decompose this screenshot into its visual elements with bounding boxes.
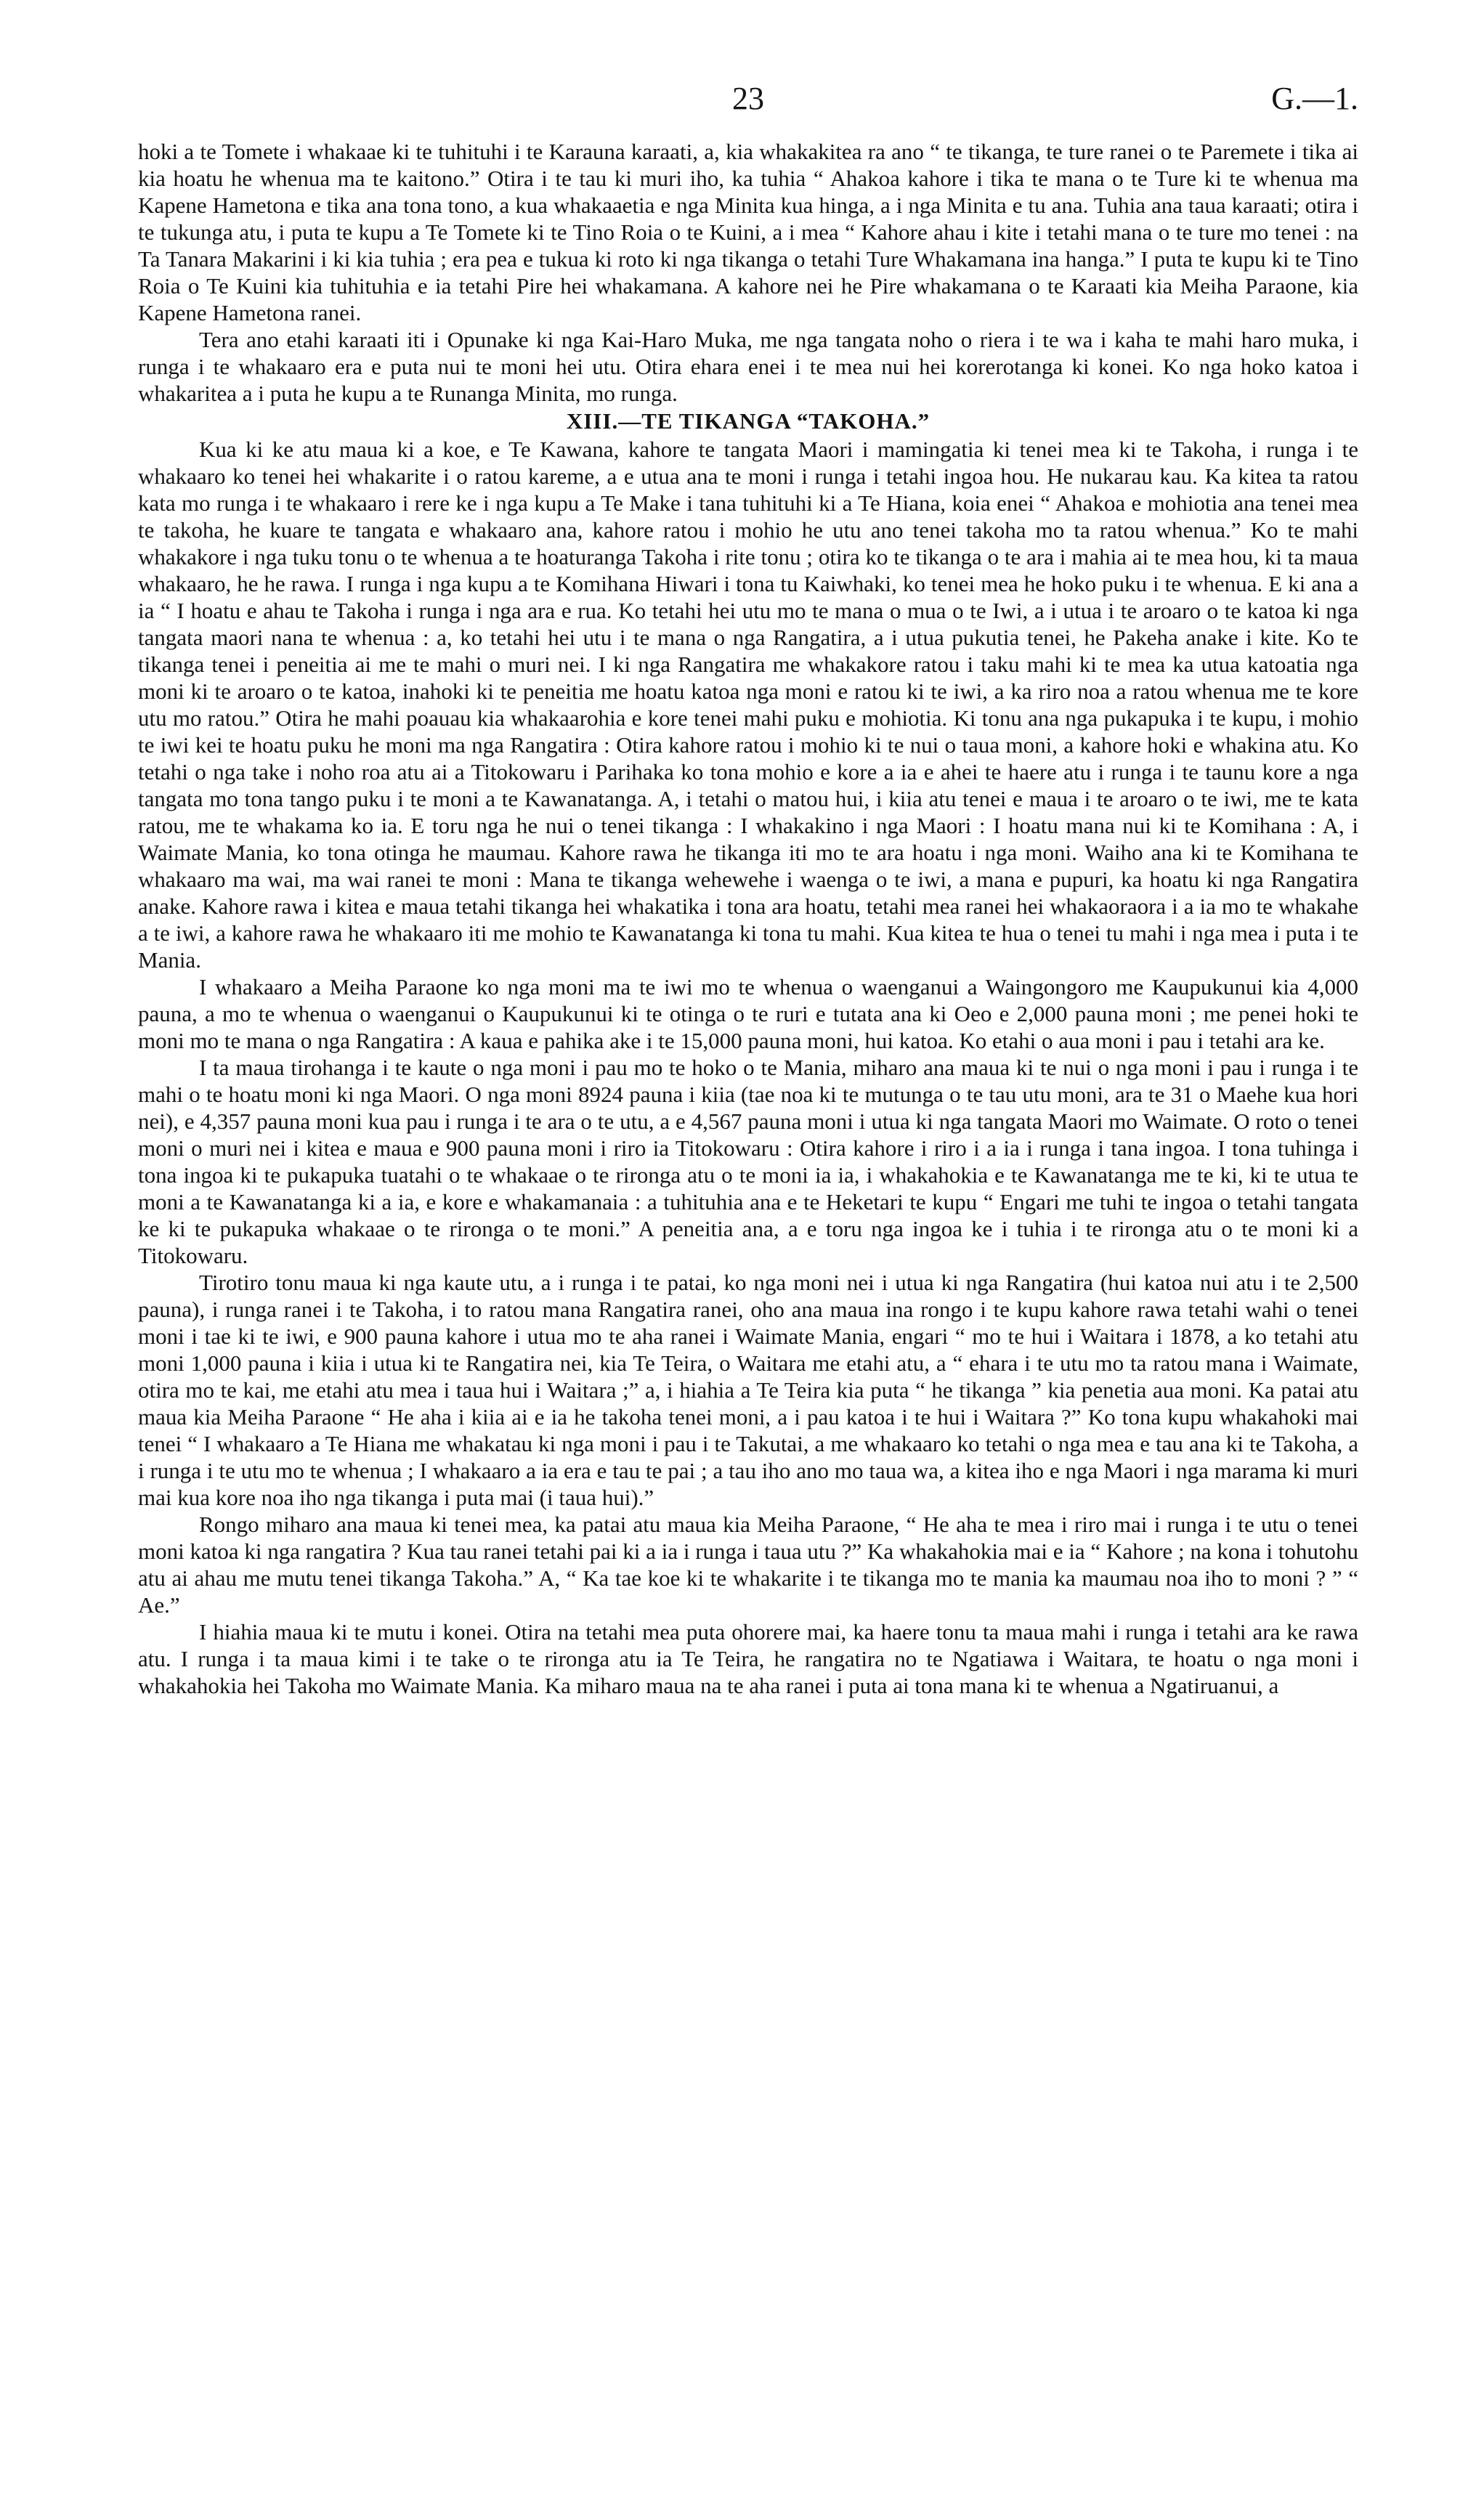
paragraph: I hiahia maua ki te mutu i konei. Otira na tetahi mea puta ohorere mai, ka haere tonu ta maua mahi i runga i tetahi ara ke rawa atu. I runga i ta maua kimi i te take o te rironga atu ia Te Teira, he rangatira no te Ngatiawa i Waitara, te hoatu o nga moni i whakahokia hei Takoha mo Waimate Mania. Ka miharo maua na te aha ranei i puta ai tona mana ki te whenua a Ngatiruanui, a: [138, 1619, 1358, 1698]
paragraph: Kua ki ke atu maua ki a koe, e Te Kawana, kahore te tangata Maori i mamingatia ki tenei mea ki te Takoha, i runga i te whakaaro ko tenei hei whakarite i o ratou kareme, a e utua ana te moni i runga i tetahi ingoa hou. He nukarau kau. Ka kitea ta ratou kata mo runga i te whakaaro i rere ke i nga kupu a Te Make i tana tuhituhi ki a Te Hiana, koia enei “ Ahakoa e mohiotia ana tenei mea te takoha, he kuare te tangata e whakaaro ana, kahore ratou i mohio he utu ano tenei takoha mo ta ratou whenua.” Ko te mahi whakakore i nga tuku tonu o te whenua a te hoaturanga Takoha i rite tonu ; otira ko te tikanga o te ara i mahia ai te mea hou, ki ta maua whakaaro, he he rawa. I runga i nga kupu a te Komihana Hiwari i tona tu Kaiwhaki, ko tenei mea he hoko puku i te whenua. E ki ana a ia “ I hoatu e ahau te Takoha i runga i nga ara e rua. Ko tetahi hei utu mo te mana o mua o te Iwi, a i utua i te aroaro o te katoa ki nga tangata maori nana te whenua : a, ko tetahi hei utu i te mana o nga Rangatira, a i utua pukutia tenei, he Pakeha anake i kite. Ko te tikanga tenei i peneitia ai me te mahi o muri nei. I ki nga Rangatira me whakakore ratou i taku mahi ki te mea ka utua katoatia nga moni ki te aroaro o te katoa, inahoki ki te peneitia me hoatu katoa nga moni e ratou ki te iwi, a ka riro noa a ratou whenua me te kore utu mo ratou.” Otira he mahi poauau kia whakaarohia e kore tenei mahi puku e mohiotia. Ki tonu ana nga pukapuka i te kupu, i mohio te iwi kei te hoatu puku he moni ma nga Rangatira : Otira kahore ratou i mohio ki te nui o taua moni, a kahore hoki e whakina atu. Ko tetahi o nga take i noho roa atu ai a Titokowaru i Parihaka ko tona mohio e kore a ia e ahei te haere atu i runga i te taunu kore a nga tangata mo tona tango puku i te moni a te Kawanatanga. A, i tetahi o matou hui, i kiia atu tenei e maua i te aroaro o te iwi, me te kata ratou, me te whakama ko ia. E toru nga he nui o tenei tikanga : I whakakino i nga Maori : I hoatu mana nui ki te Komihana : A, i Waimate Mania, ko tona otinga he maumau. Kahore rawa he tikanga iti mo te ara hoatu i nga moni. Waiho ana ki te Komihana te whakaaro ma wai, ma wai ranei te moni : Mana te tikanga wehewehe i waenga o te iwi, a mana e pupuri, ka hoatu ki nga Rangatira anake. Kahore rawa i kitea e maua tetahi tikanga hei whakatika i tona ara hoatu, tetahi mea ranei hei whakaoraora i a ia mo te whakahe a te iwi, a kahore rawa he whakaaro iti me mohio te Kawanatanga ki tona tu mahi. Kua kitea te hua o tenei tu mahi i nga mea i puta i te Mania.: [138, 437, 1358, 973]
document-page: [138, 80, 1358, 1699]
page-header: [138, 80, 1358, 138]
paragraph: hoki a te Tomete i whakaae ki te tuhituhi i te Karauna karaati, a, kia whakakitea ra ano “ te tikanga, te ture ranei o te Paremete i tika ai kia hoatu he whenua ma te kaitono.” Otira i te tau ki muri iho, ka tuhia “ Ahakoa kahore i tika te mana o te Ture ki te whenua ma Kapene Hametona e tika ana tona tono, a kua whakaaetia e nga Minita kua hinga, a i nga Minita e tu ana. Tuhia ana taua karaati; otira i te tukunga atu, i puta te kupu a Te Tomete ki te Tino Roia o te Kuini, a i mea “ Kahore ahau i kite i tetahi mana o te ture mo tenei : na Ta Tanara Makarini i ki kia tuhia ; era pea e tukua ki roto ki nga tikanga o tetahi Ture Whakamana ina hanga.” I puta te kupu ki te Tino Roia o Te Kuini kia tuhituhia e ia tetahi Pire hei whakamana. A kahore nei he Pire whakamana o te Karaati kia Meiha Paraone, kia Kapene Hametona ranei.: [138, 139, 1358, 325]
paragraph: Tirotiro tonu maua ki nga kaute utu, a i runga i te patai, ko nga moni nei i utua ki nga Rangatira (hui katoa nui atu i te 2,500 pauna), i runga ranei i te Takoha, i to ratou mana Rangatira ranei, oho ana maua ina rongo i te kupu kahore rawa tetahi wahi o tenei moni i tae ki te iwi, e 900 pauna kahore i utua mo te aha ranei i Waimate Mania, engari “ mo te hui i Waitara i 1878, a ko tetahi atu moni 1,000 pauna i kiia i utua ki te Rangatira nei, kia Te Teira, o Waitara me etahi atu, a “ ehara i te utu mo ta ratou mana i Waimate, otira mo te kai, me etahi atu mea i taua hui i Waitara ;” a, i hiahia a Te Teira kia puta “ he tikanga ” kia penetia aua moni. Ka patai atu maua kia Meiha Paraone “ He aha i kiia ai e ia he takoha tenei moni, a i pau katoa i te hui i Waitara ?” Ko tona kupu whakahoki mai tenei “ I whakaaro a Te Hiana me whakatau ki nga moni i pau i te Takutai, a me whakaaro ko tetahi o nga mea e tau ana ki te Takoha, a i runga i te utu mo te whenua ; I whakaaro a ia era e tau te pai ; a tau iho ano mo taua wa, a kitea iho e nga Maori i nga marama ki muri mai kua kore noa iho nga tikanga i puta mai (i taua hui).”: [138, 1270, 1358, 1510]
section-heading: XIII.—TE TIKANGA “TAKOHA.”: [566, 408, 930, 434]
paragraph: Tera ano etahi karaati iti i Opunake ki nga Kai-Haro Muka, me nga tangata noho o riera i te wa i kaha te mahi haro muka, i runga i te whakaaro era e puta nui te moni hei utu. Otira ehara enei i te mea nui hei korerotanga ki konei. Ko nga hoko katoa i whakaritea a i puta he kupu a te Runanga Minita, mo runga.: [138, 327, 1358, 406]
paragraph: I ta maua tirohanga i te kaute o nga moni i pau mo te hoko o te Mania, miharo ana maua ki te nui o nga moni i pau i runga i te mahi o te hoatu moni ki nga Maori. O nga moni 8924 pauna i kiia (tae noa ki te mutunga o te tau utu moni, ara te 31 o Maehe kua hori nei), e 4,357 pauna moni kua pau i runga i te ara o te utu, a e 4,567 pauna moni i utua ki nga tangata Maori mo Waimate. O roto o tenei moni o muri nei i kitea e maua e 900 pauna moni i riro ia Titokowaru : Otira kahore i riro i a ia i runga i tana ingoa. I tona tuhinga i tona ingoa ki te pukapuka tuatahi o te whakaae o te rironga atu o te moni ia ia, i whakahokia e te Kawanatanga me te ki, ki te utua te moni a te Kawanatanga ki a ia, e kore e whakamanaia : a tuhituhia ana e te Heketari te kupu “ Engari me tuhi te ingoa o tetahi tangata ke ki te pukapuka whakaae o te rironga o te moni.” A peneitia ana, a e toru nga ingoa ke i tuhia i te rironga atu o te moni ki a Titokowaru.: [138, 1055, 1358, 1268]
paragraph: Rongo miharo ana maua ki tenei mea, ka patai atu maua kia Meiha Paraone, “ He aha te mea i riro mai i runga i te utu o tenei moni katoa ki nga rangatira ? Kua tau ranei tetahi pai ki a ia i runga i taua utu ?” Ka whakahokia mai e ia “ Kahore ; na kona i tohutohu atu ai ahau me mutu tenei tikanga Takoha.” A, “ Ka tae koe ki te whakarite i te tikanga mo te mania ka maumau noa iho to moni ? ” “ Ae.”: [138, 1512, 1358, 1618]
document-code: G.—1.: [1271, 81, 1358, 116]
page-number: 23: [732, 81, 764, 116]
body-text: [138, 138, 1358, 1699]
paragraph: I whakaaro a Meiha Paraone ko nga moni ma te iwi mo te whenua o waenganui a Waingongoro me Kaupukunui kia 4,000 pauna, a mo te whenua o waenganui o Kaupukunui ki te otinga o te ruri e tutata ana ki Oeo e 2,000 pauna moni ; me penei hoki te moni mo te mana o nga Rangatira : A kaua e pahika ake i te 15,000 pauna moni, hui katoa. Ko etahi o aua moni i pau i tetahi ara ke.: [138, 974, 1358, 1053]
